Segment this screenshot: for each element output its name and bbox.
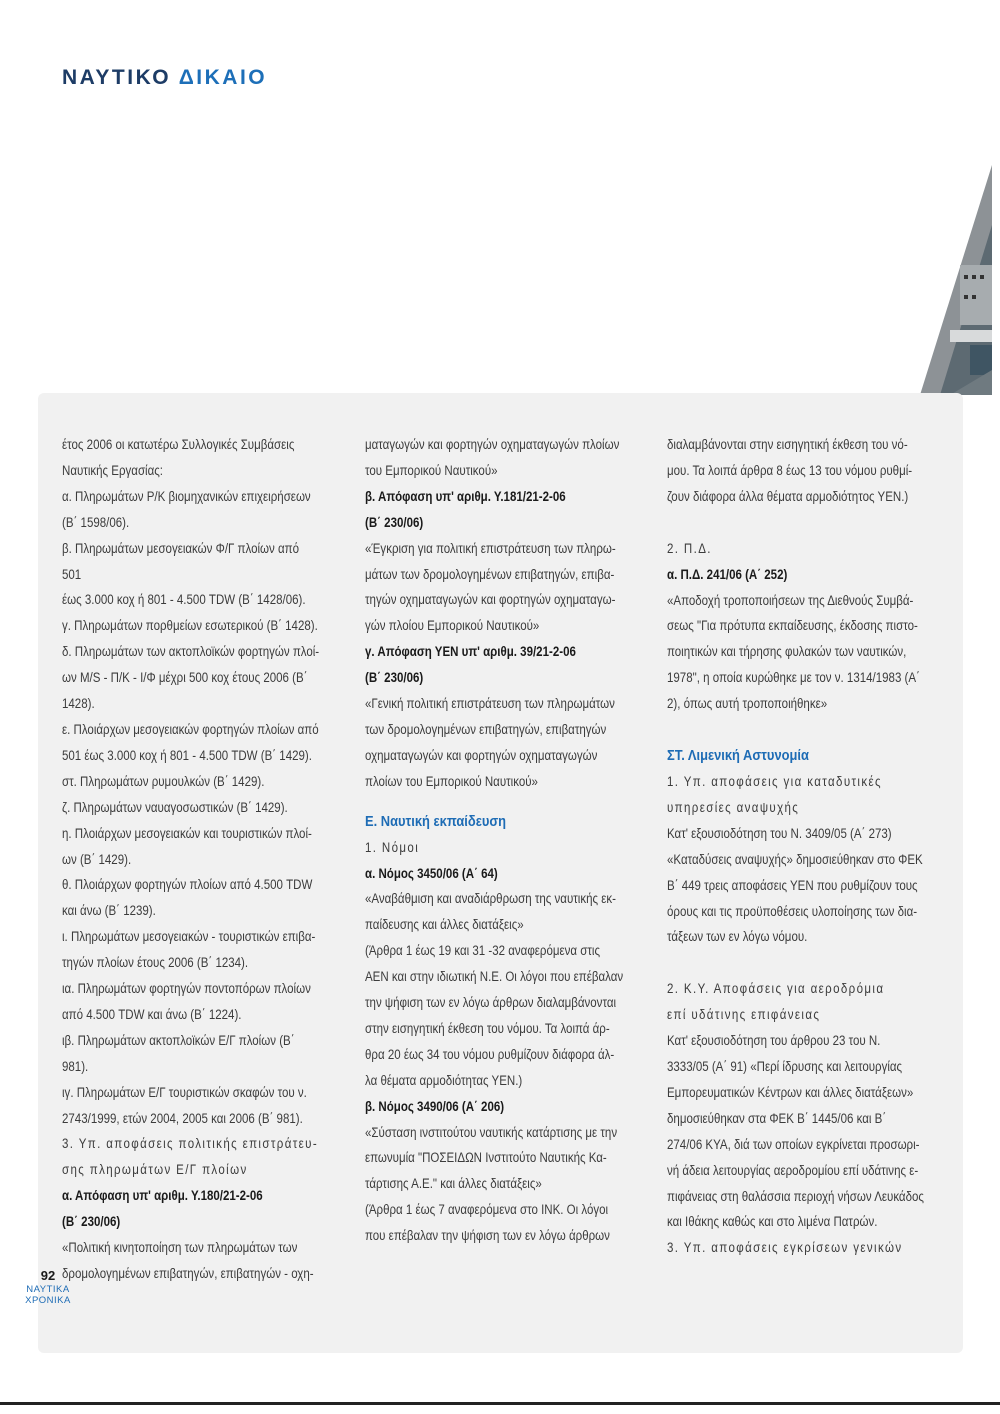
item-heading: γ. Απόφαση ΥΕΝ υπ' αριθμ. 39/21-2-06	[365, 644, 576, 660]
text-line: στην εισηγητική έκθεση του νόμου. Τα λοιπά άρ-	[365, 1020, 610, 1036]
text-line: που επέβαλαν την ψήφιση των εν λόγω άρθρων	[365, 1228, 610, 1244]
text-line: 2), όπως αυτή τροποποιήθηκε»	[667, 696, 828, 712]
text-line: γ. Πληρωμάτων πορθμείων εσωτερικού (Β΄ 1428).	[62, 618, 318, 634]
item-heading: β. Νόμος 3490/06 (Α΄ 206)	[365, 1098, 505, 1114]
text-line: Κατ' εξουσιοδότηση του άρθρου 23 του Ν.	[667, 1033, 881, 1049]
item-heading: (Β΄ 230/06)	[62, 1214, 121, 1230]
text-line: ματαγωγών και φορτηγών οχηματαγωγών πλοίων	[365, 437, 620, 452]
item-heading: α. Νόμος 3450/06 (Α΄ 64)	[365, 865, 498, 881]
text-line: (Άρθρα 1 έως 19 και 31 -32 αναφερόμενα στις	[365, 943, 601, 959]
text-line: την ψήφιση των εν λόγω άρθρων διαλαμβάνονται	[365, 995, 617, 1011]
text-line: μάτων των δρομολογημένων επιβατηγών, επιβα-	[365, 566, 615, 582]
text-line: 981).	[62, 1058, 89, 1074]
text-line: ιβ. Πληρωμάτων ακτοπλοϊκών Ε/Γ πλοίων (Β΄	[62, 1032, 295, 1048]
text-line: η. Πλοιάρχων μεσογειακών και τουριστικών πλοί-	[62, 825, 312, 841]
text-line: θ. Πλοιάρχων φορτηγών πλοίων από 4.500 TDW	[62, 877, 313, 893]
text-line: «Έγκριση για πολιτική επιστράτευση των πληρω-	[365, 540, 616, 556]
text-line: Ναυτικής Εργασίας:	[62, 462, 164, 478]
text-line: ι. Πληρωμάτων μεσογειακών - τουριστικών επιβα-	[62, 929, 316, 945]
text-line: 3333/05 (Α΄ 91) «Περί ίδρυσης και λειτουργίας	[667, 1059, 903, 1075]
text-line: ζουν διάφορα άλλα θέματα αρμοδιότητος ΥΕΝ.)	[667, 488, 909, 504]
text-line: θρα 20 έως 34 του νόμου ρυθμίζουν διάφορα άλ-	[365, 1046, 615, 1062]
item-heading: β. Απόφαση υπ' αριθμ. Υ.181/21-2-06	[365, 488, 566, 504]
text-line: και άνω (Β΄ 1239).	[62, 903, 156, 919]
section-heading-e: Ε. Ναυτική εκπαίδευση	[365, 812, 507, 830]
text-line: στ. Πληρωμάτων ρυμουλκών (Β΄ 1429).	[62, 773, 265, 789]
text-line: του Εμπορικού Ναυτικού»	[365, 462, 498, 478]
text-line: α. Πληρωμάτων Ρ/Κ βιομηχανικών επιχειρήσεων	[62, 488, 311, 504]
item-heading: (Β΄ 230/06)	[365, 670, 424, 686]
item-heading: (Β΄ 230/06)	[365, 514, 424, 530]
text-column-3	[667, 432, 928, 1261]
page-footer	[18, 1268, 78, 1306]
subsection-heading: 3. Υπ. αποφάσεις πολιτικής επιστράτευ-	[62, 1136, 319, 1152]
text-line: επωνυμία "ΠΟΣΕΙΔΩΝ Ινστιτούτο Ναυτικής Κα-	[365, 1150, 607, 1166]
text-line: Κατ' εξουσιοδότηση του Ν. 3409/05 (Α΄ 273)	[667, 825, 892, 841]
subsection-heading: 1. Νόμοι	[365, 839, 420, 855]
header-word-1: ΝΑΥΤΙΚΟ	[62, 66, 172, 89]
text-line: «Καταδύσεις αναψυχής» δημοσιεύθηκαν στο ΦΕΚ	[667, 851, 923, 867]
text-line: τάρτισης Α.Ε." και άλλες διατάξεις»	[365, 1176, 542, 1192]
text-line: λα θέματα αρμοδιότητας ΥΕΝ.)	[365, 1072, 523, 1088]
text-line: 1978", η οποία κυρώθηκε με τον ν. 1314/1983 (Α΄	[667, 670, 920, 686]
text-line: διαλαμβάνονται στην εισηγητική έκθεση του νό-	[667, 437, 908, 452]
page-number: 92	[40, 1268, 56, 1283]
text-line: «Πολιτική κινητοποίηση των πληρωμάτων των	[62, 1240, 298, 1256]
magazine-name-line-1: ΝΑΥΤΙΚΑ	[26, 1284, 70, 1295]
text-line: ποιητικών και τήρησης φυλακών των ναυτικών,	[667, 644, 907, 660]
subsection-heading: 3. Υπ. αποφάσεις εγκρίσεων γενικών	[667, 1240, 903, 1256]
text-line: γών πλοίου Εμπορικού Ναυτικού»	[365, 618, 540, 634]
text-line: (Άρθρα 1 έως 7 αναφερόμενα στο ΙΝΚ. Οι λόγοι	[365, 1202, 609, 1218]
text-line: 274/06 ΚΥΑ, διά των οποίων εγκρίνεται προσωρι-	[667, 1136, 920, 1152]
text-line: ιγ. Πληρωμάτων Ε/Γ τουριστικών σκαφών του ν.	[62, 1084, 307, 1100]
text-line: των δρομολογημένων επιβατηγών, επιβατηγών	[365, 721, 607, 737]
text-line: όρους και τις προϋποθέσεις υλοποίησης των δια-	[667, 903, 918, 919]
text-line: οχηματαγωγών και φορτηγών οχηματαγωγών	[365, 747, 598, 763]
text-line: «Γενική πολιτική επιστράτευση των πληρωμάτων	[365, 696, 615, 712]
subsection-heading: 2. Κ.Υ. Αποφάσεις για αεροδρόμια	[667, 981, 885, 997]
text-line: έτος 2006 οι κατωτέρω Συλλογικές Συμβάσεις	[62, 437, 295, 452]
text-line: έως 3.000 κοχ ή 801 - 4.500 TDW (Β΄ 1428/06).	[62, 592, 306, 608]
text-line: β. Πληρωμάτων μεσογειακών Φ/Γ πλοίων από 501	[62, 540, 300, 582]
text-line: νή άδεια λειτουργίας αεροδρομίου επί υδάτινης ε-	[667, 1162, 919, 1178]
text-line: Β΄ 449 τρεις αποφάσεις ΥΕΝ που ρυθμίζουν τους	[667, 877, 918, 893]
header-word-2: ΔΙΚΑΙΟ	[178, 66, 268, 89]
text-line: μου. Τα λοιπά άρθρα 8 έως 13 του νόμου ρυθμί-	[667, 462, 913, 478]
text-line: ων M/S - Π/Κ - Ι/Φ μέχρι 500 κοχ έτους 2006 (Β΄	[62, 670, 308, 686]
text-line: ε. Πλοιάρχων μεσογειακών φορτηγών πλοίων από	[62, 721, 319, 737]
text-line: 1428).	[62, 696, 95, 712]
text-line: (Β΄ 1598/06).	[62, 514, 130, 530]
text-line: πιφάνειας στη θαλάσσια περιοχή νήσων Λευκάδος	[667, 1188, 924, 1204]
text-column-1	[62, 432, 320, 1287]
item-heading: α. Απόφαση υπ' αριθμ. Υ.180/21-2-06	[62, 1188, 263, 1204]
text-line: δημοσιεύθηκαν στα ΦΕΚ Β΄ 1445/06 και Β΄	[667, 1110, 887, 1126]
text-line: πλοίων του Εμπορικού Ναυτικού»	[365, 773, 538, 789]
text-line: «Αναβάθμιση και αναδιάρθρωση της ναυτικής εκ-	[365, 891, 616, 907]
text-line: 501 έως 3.000 κοχ ή 801 - 4.500 TDW (Β΄ 1429).	[62, 747, 312, 763]
text-line: τηγών πλοίων έτους 2006 (Β΄ 1234).	[62, 955, 249, 971]
subsection-heading: σης πληρωμάτων Ε/Γ πλοίων	[62, 1162, 248, 1178]
text-line: δ. Πληρωμάτων των ακτοπλοϊκών φορτηγών πλοί-	[62, 644, 320, 660]
section-heading-st: ΣΤ. Λιμενική Αστυνομία	[667, 747, 809, 765]
subsection-heading: επί υδάτινης επιφάνειας	[667, 1007, 821, 1023]
text-column-2	[365, 432, 625, 1249]
text-line: σεως "Για πρότυπα εκπαίδευσης, έκδοσης πιστο-	[667, 618, 918, 634]
text-line: και Ιθάκης καθώς και στο λιμένα Πατρών.	[667, 1214, 878, 1230]
text-line: τάξεων των εν λόγω νόμου.	[667, 929, 808, 945]
text-line: παίδευσης και άλλες διατάξεις»	[365, 917, 524, 933]
text-line: ΑΕΝ και στην ιδιωτική Ν.Ε. Οι λόγοι που επέβαλαν	[365, 969, 624, 985]
page-header-title	[62, 66, 267, 90]
subsection-heading: 2. Π.Δ.	[667, 540, 712, 556]
subsection-heading: 1. Υπ. αποφάσεις για καταδυτικές	[667, 773, 882, 789]
subsection-heading: υπηρεσίες αναψυχής	[667, 799, 800, 815]
text-line: Εμπορευματικών Κέντρων και άλλες διατάξεων»	[667, 1084, 914, 1100]
text-line: τηγών οχηματαγωγών και φορτηγών οχηματαγω-	[365, 592, 616, 608]
magazine-name-line-2: ΧΡΟΝΙΚΑ	[25, 1295, 71, 1306]
text-line: ων (Β΄ 1429).	[62, 851, 132, 867]
text-line: 2743/1999, ετών 2004, 2005 και 2006 (Β΄ 981).	[62, 1110, 303, 1126]
text-line: «Σύσταση ινστιτούτου ναυτικής κατάρτισης με την	[365, 1124, 618, 1140]
item-heading: α. Π.Δ. 241/06 (Α΄ 252)	[667, 566, 788, 582]
text-line: δρομολογημένων επιβατηγών, επιβατηγών - οχη-	[62, 1266, 314, 1281]
bottom-divider	[0, 1402, 1000, 1405]
text-line: «Αποδοχή τροποποιήσεων της Διεθνούς Συμβά-	[667, 592, 914, 608]
text-line: από 4.500 TDW και άνω (Β΄ 1224).	[62, 1006, 242, 1022]
ship-photo-image	[920, 165, 992, 395]
text-line: ζ. Πληρωμάτων ναυαγοσωστικών (Β΄ 1429).	[62, 799, 288, 815]
text-line: ια. Πληρωμάτων φορτηγών ποντοπόρων πλοίων	[62, 981, 311, 997]
